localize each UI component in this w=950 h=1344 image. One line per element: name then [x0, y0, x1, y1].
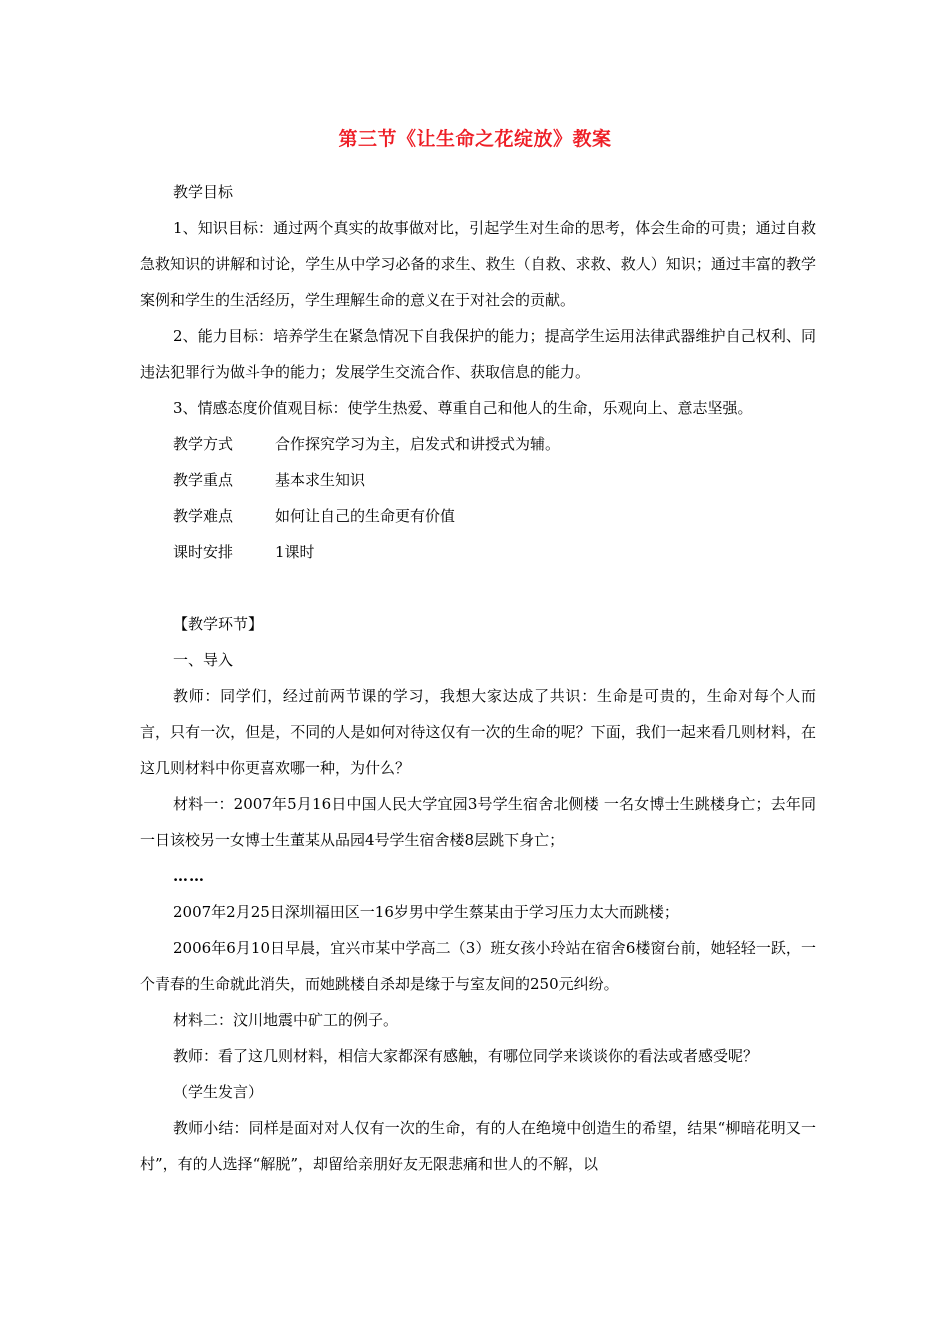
- teacher-question: 教师：看了这几则材料，相信大家都深有感触，有哪位同学来谈谈你的看法或者感受呢？: [173, 1047, 759, 1065]
- info-value: 基本求生知识: [275, 471, 366, 489]
- teacher-summary: 教师小结：同样是面对对人仅有一次的生命，有的人在绝境中创造生的希望，结果“柳暗花明又一村”，有的人选择“解脱”，却留给亲朋好友无限悲痛和世人的不解，以: [140, 1119, 816, 1173]
- info-value: 1课时: [275, 543, 315, 561]
- info-key: 教学重点: [173, 471, 234, 489]
- section-heading: 【教学环节】: [173, 615, 264, 633]
- teacher-intro: 教师：同学们，经过前两节课的学习，我想大家达成了共识：生命是可贵的，生命对每个人而言，只有一次，但是，不同的人是如何对待这仅有一次的生命的呢？下面，我们一起来看几则材料，在这几则材料中你更喜欢哪一种，为什么？: [140, 687, 816, 777]
- part-heading: 一、导入: [173, 651, 234, 669]
- info-row-difficulty: [140, 498, 816, 534]
- goal-knowledge: 1、知识目标：通过两个真实的故事做对比，引起学生对生命的思考，体会生命的可贵；通过自救急救知识的讲解和讨论，学生从中学习必备的求生、救生（自救、求救、救人）知识；通过丰富的教学案例和学生的生活经历，学生理解生命的意义在于对社会的贡献。: [140, 219, 816, 309]
- info-row-focus: [140, 462, 816, 498]
- info-value: 如何让自己的生命更有价值: [275, 507, 456, 525]
- spacer: [140, 570, 816, 606]
- info-row-method: [140, 426, 816, 462]
- material-one: 材料一：2007年5月16日中国人民大学宜园3号学生宿舍北侧楼 一名女博士生跳楼身亡；去年同一日该校另一女博士生董某从品园4号学生宿舍楼8层跳下身亡；: [140, 795, 816, 849]
- document-body: [140, 174, 816, 1182]
- case-yixing: 2006年6月10日早晨，宜兴市某中学高二（3）班女孩小玲站在宿舍6楼窗台前，她轻轻一跃，一个青春的生命就此消失，而她跳楼自杀却是缘于与室友间的250元纠纷。: [140, 939, 816, 993]
- case-shenzhen: 2007年2月25日深圳福田区一16岁男中学生蔡某由于学习压力太大而跳楼；: [173, 903, 679, 921]
- info-key: 教学难点: [173, 507, 234, 525]
- goal-attitude: 3、情感态度价值观目标：使学生热爱、尊重自己和他人的生命，乐观向上、意志坚强。: [173, 399, 753, 417]
- ellipsis: ……: [173, 867, 205, 885]
- material-two: 材料二：汶川地震中矿工的例子。: [173, 1011, 399, 1029]
- student-response: （学生发言）: [173, 1083, 264, 1101]
- info-row-schedule: [140, 534, 816, 570]
- info-key: 课时安排: [173, 543, 234, 561]
- goals-heading: 教学目标: [173, 183, 234, 201]
- document-title: 第三节《让生命之花绽放》教案: [338, 128, 612, 150]
- info-value: 合作探究学习为主，启发式和讲授式为辅。: [275, 435, 561, 453]
- info-key: 教学方式: [173, 435, 234, 453]
- goal-ability: 2、能力目标：培养学生在紧急情况下自我保护的能力；提高学生运用法律武器维护自己权利、同违法犯罪行为做斗争的能力；发展学生交流合作、获取信息的能力。: [140, 327, 816, 381]
